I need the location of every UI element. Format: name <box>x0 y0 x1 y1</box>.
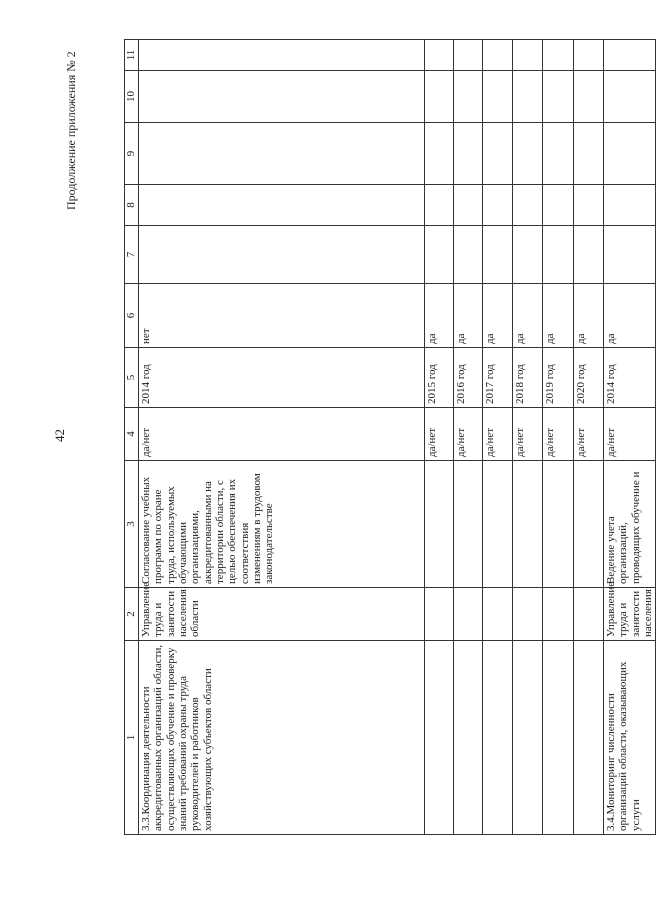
header-col-2: 2 <box>125 588 139 641</box>
value-cell: да <box>454 284 483 348</box>
measure-name-cell: 3.4.Мониторинг численности организаций области, оказывающих услуги <box>604 641 656 835</box>
header-col-5: 5 <box>125 348 139 408</box>
table-row <box>604 40 656 835</box>
rotated-table-container <box>124 40 654 835</box>
executor-cell: Управление труда и занятости населения области <box>139 588 425 641</box>
unit-cell: да/нет <box>483 408 513 461</box>
table-row <box>574 40 604 835</box>
year-cell: 2016 год <box>454 348 483 408</box>
unit-cell: да/нет <box>454 408 483 461</box>
header-col-9: 9 <box>125 123 139 185</box>
value-cell: да <box>604 284 656 348</box>
header-col-10: 10 <box>125 71 139 123</box>
table-row <box>543 40 574 835</box>
measure-name-cell: 3.3.Координация деятельности аккредитованных организаций области, осуществляющих обучение и проверку знаний требований охраны труда руководителей и работников хозяйствующих субъектов области <box>139 641 425 835</box>
value-cell: да <box>483 284 513 348</box>
page-number: 42 <box>52 429 67 442</box>
table-row <box>513 40 543 835</box>
table-row <box>483 40 513 835</box>
header-col-1: 1 <box>125 641 139 835</box>
unit-cell: да/нет <box>139 408 425 461</box>
header-col-6: 6 <box>125 284 139 348</box>
appendix-continuation-note: Продолжение приложения № 2 <box>64 51 78 210</box>
year-cell: 2019 год <box>543 348 574 408</box>
year-cell: 2020 год <box>574 348 604 408</box>
executor-cell: Управление труда и занятости населения <box>604 588 656 641</box>
year-cell: 2014 год <box>604 348 656 408</box>
year-cell: 2018 год <box>513 348 543 408</box>
year-cell: 2017 год <box>483 348 513 408</box>
year-cell: 2014 год <box>139 348 425 408</box>
measures-table <box>124 39 656 835</box>
unit-cell: да/нет <box>604 408 656 461</box>
table-row <box>454 40 483 835</box>
indicator-cell: Ведение учета организаций, проводящих обучение и <box>604 461 656 588</box>
table-row <box>139 40 425 835</box>
year-cell: 2015 год <box>425 348 454 408</box>
value-cell: да <box>513 284 543 348</box>
unit-cell: да/нет <box>425 408 454 461</box>
value-cell: нет <box>139 284 425 348</box>
header-col-11: 11 <box>125 40 139 71</box>
value-cell: да <box>574 284 604 348</box>
unit-cell: да/нет <box>574 408 604 461</box>
header-col-4: 4 <box>125 408 139 461</box>
header-col-3: 3 <box>125 461 139 588</box>
value-cell: да <box>543 284 574 348</box>
table-row <box>425 40 454 835</box>
indicator-cell: Согласование учебных программ по охране труда, используемых обучающими организациями, аккредитованными на территории области, с целью обеспечения их соответствия изменениям в трудовом законодательстве <box>139 461 425 588</box>
value-cell: да <box>425 284 454 348</box>
unit-cell: да/нет <box>513 408 543 461</box>
header-col-7: 7 <box>125 226 139 284</box>
header-row <box>125 40 139 835</box>
unit-cell: да/нет <box>543 408 574 461</box>
header-col-8: 8 <box>125 185 139 226</box>
